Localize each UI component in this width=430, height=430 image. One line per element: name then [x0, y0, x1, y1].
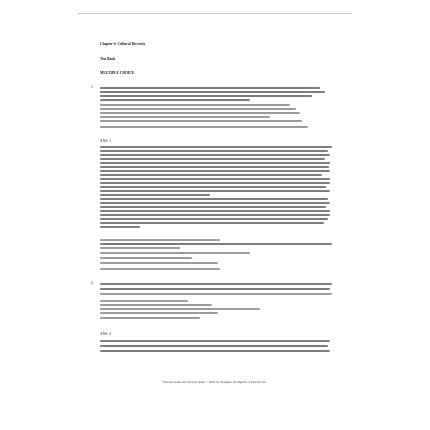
metadata-line [100, 247, 180, 249]
answer-option [100, 312, 218, 314]
rationale-line [100, 190, 330, 192]
answer-option [100, 300, 188, 302]
metadata-line [100, 257, 192, 259]
rationale-line [100, 210, 330, 212]
rationale-line [100, 162, 330, 164]
rationale-line [100, 178, 330, 180]
rationale-line [100, 170, 330, 172]
question-text-line [100, 87, 320, 89]
rationale-line [100, 345, 328, 347]
answer-option [100, 317, 200, 319]
rationale-line [100, 206, 326, 208]
question-text-line [100, 99, 250, 101]
question-text-line [100, 288, 330, 290]
question-number: 1. [91, 85, 94, 89]
rationale-line [100, 186, 326, 188]
question-type-heading: MULTIPLE CHOICE [100, 71, 135, 75]
section-title: Test Bank [100, 57, 116, 61]
rationale-line [100, 150, 328, 152]
answer-option [100, 112, 300, 114]
question-text-line [100, 91, 325, 93]
answer-option [100, 304, 212, 306]
rationale-line [100, 194, 210, 196]
answer-label: ANS: 1 [100, 139, 111, 143]
top-rule [78, 13, 352, 14]
answer-option [100, 108, 296, 110]
question-text-line [100, 293, 332, 295]
rationale-line [100, 158, 325, 160]
rationale-line [100, 174, 322, 176]
metadata-line [100, 252, 250, 254]
question-text-line [100, 283, 332, 285]
question-text-line [100, 95, 312, 97]
answer-option [100, 308, 260, 310]
rationale-line [100, 350, 330, 352]
metadata-line [100, 262, 218, 264]
answer-option [100, 116, 270, 118]
rationale-line [100, 198, 328, 200]
answer-option [100, 120, 302, 122]
answer-option [100, 104, 290, 106]
question-number: 2. [91, 281, 94, 285]
metadata-line [100, 268, 220, 270]
metadata-line [100, 243, 332, 245]
rationale-line [100, 340, 330, 342]
rationale-line [100, 154, 330, 156]
metadata-line [100, 239, 220, 241]
rationale-line [100, 214, 330, 216]
rationale-line [100, 166, 329, 168]
rationale-line [100, 202, 330, 204]
chapter-title: Chapter 6: Cultural Diversity [100, 42, 146, 46]
rationale-line [100, 182, 330, 184]
page-footer: Elsevier items and derived items © 2018 by Saunders, an imprint of Elsevier Inc. [163, 380, 267, 384]
rationale-line [100, 226, 140, 228]
rationale-line [100, 222, 324, 224]
rationale-line [100, 146, 332, 148]
rationale-line [100, 218, 328, 220]
answer-option [100, 126, 308, 128]
answer-label: ANS: 2 [100, 332, 111, 336]
